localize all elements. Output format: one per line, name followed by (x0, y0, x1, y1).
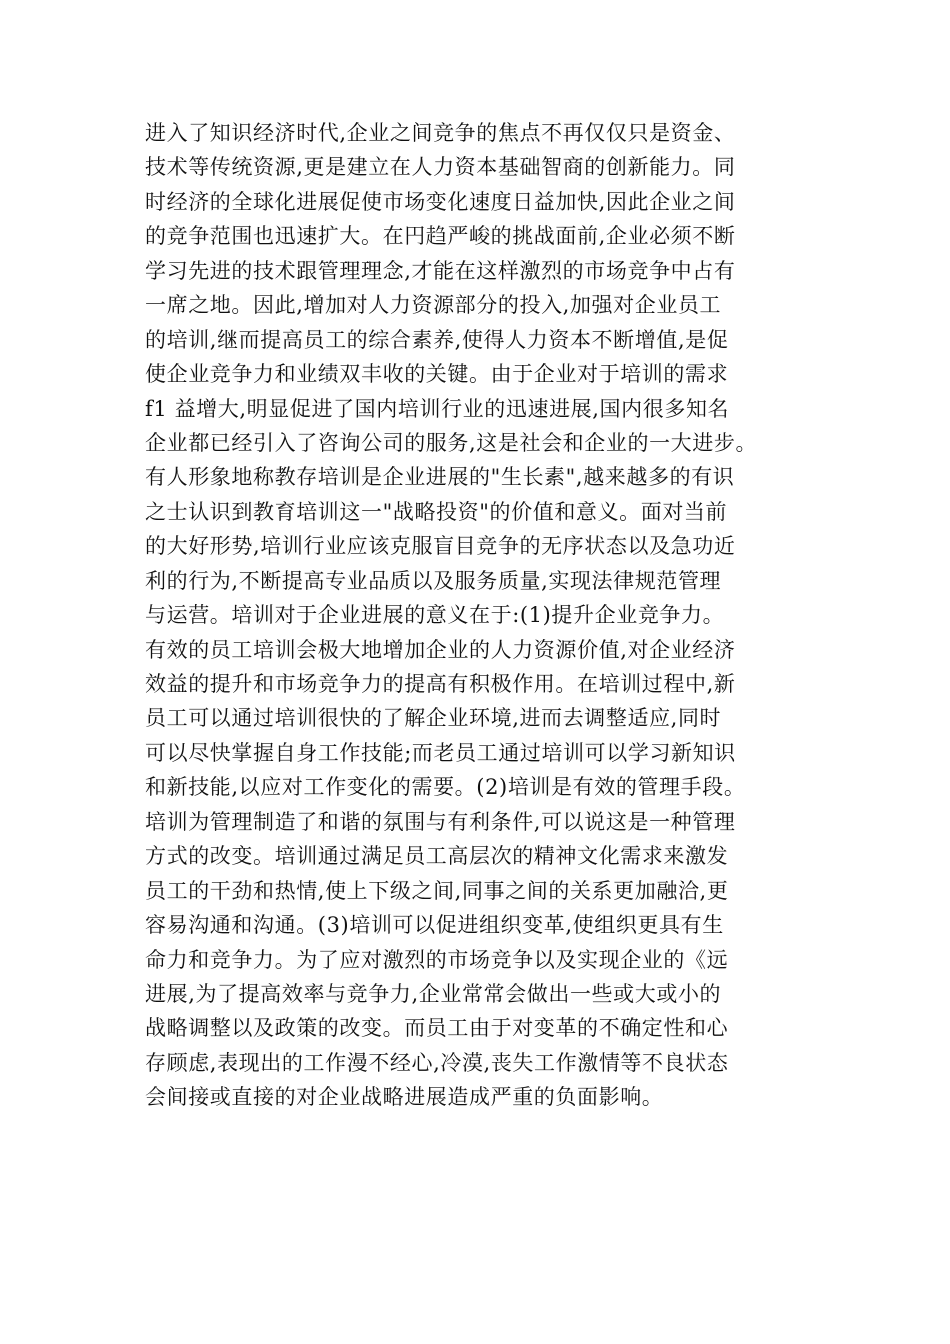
text-line: 进入了知识经济时代,企业之间竞争的焦点不再仅仅只是资金、 (145, 121, 736, 145)
text-line: 的竞争范围也迅速扩大。在円趋严峻的挑战面前,企业必须不断 (145, 224, 736, 249)
text-line: 的大好形势,培训行业应该克服盲目竞争的无序状态以及急功近 (145, 534, 736, 559)
text-line: 容易沟通和沟通。(3)培训可以促进组织变革,使组织更具有生 (145, 913, 724, 938)
text-line: 培训为管理制造了和谐的氛围与有利条件,可以说这是一种管理 (145, 809, 736, 834)
text-line: 一席之地。因此,增加对人力资源部分的投入,加强对企业员工 (145, 293, 722, 318)
text-line: 利的行为,不断提高专业品质以及服务质量,实现法律规范管理 (145, 568, 722, 593)
text-line: 员工的干劲和热情,使上下级之间,同事之间的关系更加融洽,更 (145, 878, 729, 903)
text-line: 战略调整以及政策的改变。而员工由于对变革的不确定性和心 (145, 1016, 729, 1041)
text-line: 的培训,继而提高员工的综合素养,使得人力资本不断增值,是促 (145, 327, 729, 352)
text-line: 可以尽快掌握自身工作技能;而老员工通过培训可以学习新知识 (145, 740, 736, 765)
text-line: 和新技能,以应对工作变化的需要。(2)培训是有效的管理手段。 (145, 775, 746, 800)
text-line: 会间接或直接的对企业战略进展造成严重的负面影响。 (145, 1085, 664, 1110)
text-line: 有人形象地称教存培训是企业进展的"生长素",越来越多的有识 (145, 465, 735, 490)
text-line: 之士认识到教育培训这一"战略投资"的价值和意义。面对当前 (145, 499, 728, 524)
text-line: 方式的改变。培训通过满足员工高层次的精神文化需求来激发 (145, 844, 729, 869)
text-line: 有效的员工培训会极大地增加企业的人力资源价值,对企业经济 (145, 637, 736, 662)
body-paragraph (145, 116, 825, 1115)
text-line: f1 益增大,明显促进了国内培训行业的迅速进展,国内很多知名 (145, 396, 730, 421)
text-line: 与运营。培训对于企业进展的意义在于:(1)提升企业竞争力。 (145, 603, 725, 628)
text-line: 技术等传统资源,更是建立在人力资本基础智商的创新能力。同 (145, 155, 736, 180)
text-line: 效益的提升和市场竞争力的提高有积极作用。在培训过程中,新 (145, 672, 736, 696)
text-line: 命力和竞争力。为了应对激烈的市场竞争以及实现企业的《远 (145, 947, 729, 972)
text-line: 时经济的全球化进展促使市场变化速度日益加快,因此企业之间 (145, 189, 736, 214)
text-line: 进展,为了提高效率与竞争力,企业常常会做出一些或大或小的 (145, 981, 722, 1006)
text-line: 员工可以通过培训很快的了解企业环境,进而去调整适应,同时 (145, 706, 722, 731)
text-line: 学习先进的技术跟管理理念,才能在这样激烈的市场竞争中占有 (145, 258, 736, 283)
text-line: 企业都已经引入了咨询公司的服务,这是社会和企业的一大进步。 (145, 430, 758, 455)
text-line: 使企业竞争力和业绩双丰收的关键。由于企业对于培训的需求 (145, 362, 729, 387)
text-line: 存顾虑,表现出的工作漫不经心,冷漠,丧失工作激情等不良状态 (145, 1050, 729, 1075)
